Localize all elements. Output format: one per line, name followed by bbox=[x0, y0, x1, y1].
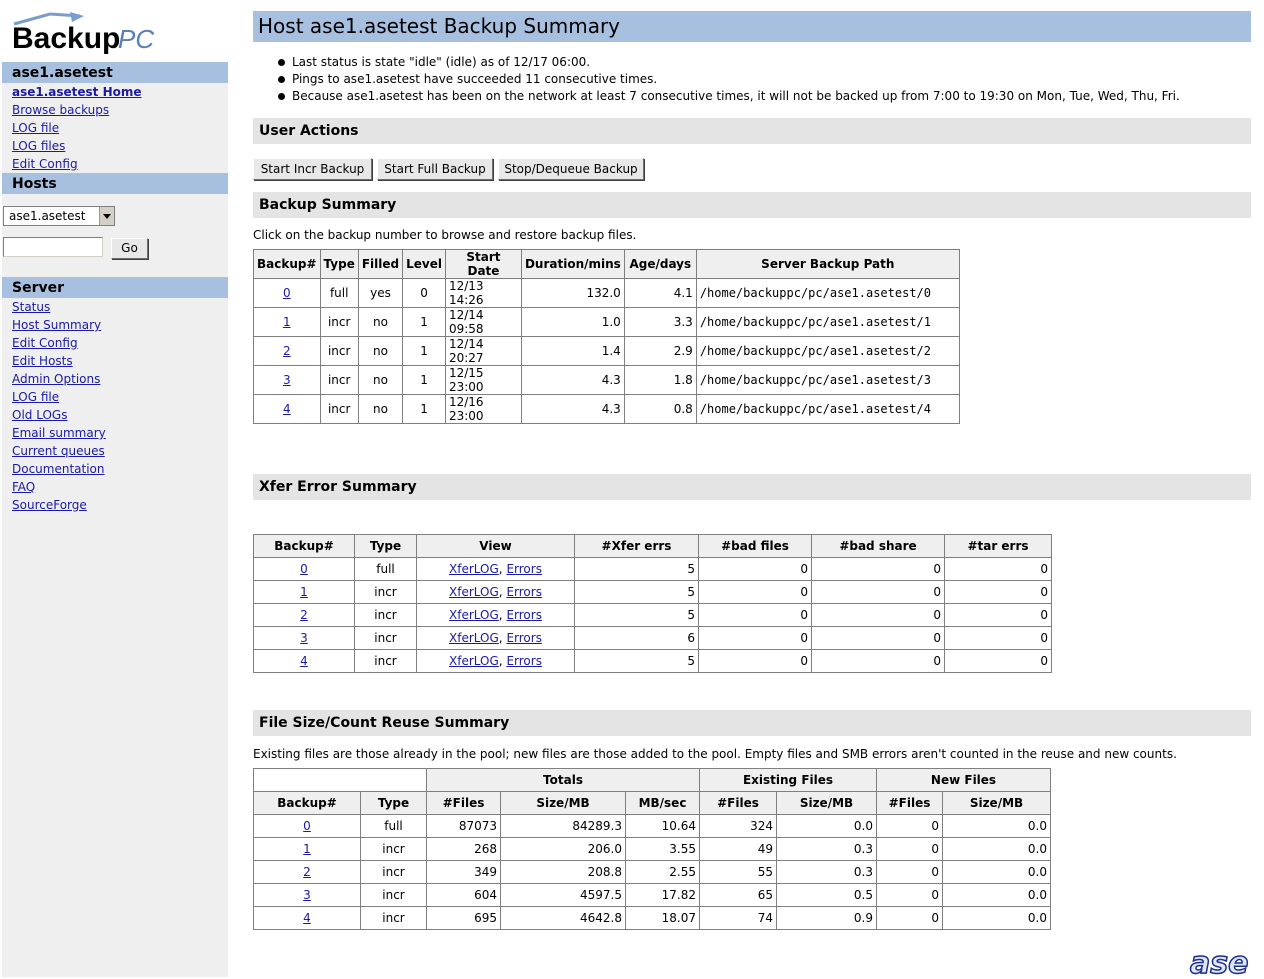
table-row bbox=[254, 627, 1052, 650]
table-cell: 10.64 bbox=[626, 815, 700, 838]
table-cell: 0 bbox=[877, 884, 943, 907]
sidebar-host-link-3[interactable]: LOG files bbox=[12, 139, 66, 153]
sidebar-server-link-9[interactable]: Documentation bbox=[12, 462, 105, 476]
column-header: Duration/mins bbox=[521, 250, 624, 279]
blank-header-cell bbox=[254, 769, 427, 792]
errors-link[interactable]: Errors bbox=[506, 631, 542, 645]
table-cell: 18.07 bbox=[626, 907, 700, 930]
page-title: Host ase1.asetest Backup Summary bbox=[253, 11, 1251, 42]
host-search-row bbox=[3, 237, 228, 259]
table-cell: /home/backuppc/pc/ase1.asetest/3 bbox=[696, 366, 959, 395]
table-row bbox=[254, 861, 1051, 884]
backup-number-link[interactable]: 2 bbox=[300, 608, 308, 622]
reuse-summary-title: File Size/Count Reuse Summary bbox=[253, 710, 1251, 736]
sidebar-server-link-8[interactable]: Current queues bbox=[12, 444, 105, 458]
table-cell bbox=[254, 907, 361, 930]
table-cell: 0 bbox=[945, 604, 1052, 627]
table-cell: 0 bbox=[699, 558, 812, 581]
table-cell bbox=[254, 815, 361, 838]
table-cell: XferLOG, Errors bbox=[417, 627, 575, 650]
table-cell: 0 bbox=[877, 838, 943, 861]
table-cell: 17.82 bbox=[626, 884, 700, 907]
backup-number-link[interactable]: 1 bbox=[303, 842, 311, 856]
main-content bbox=[253, 0, 1251, 930]
table-cell: yes bbox=[358, 279, 402, 308]
reuse-summary-note: Existing files are those already in the pool; new files are those added to the pool. Empty files and SMB errors aren't counted in the reuse and new counts. bbox=[253, 747, 1177, 761]
table-cell: 0.8 bbox=[624, 395, 696, 424]
group-header-new: New Files bbox=[877, 769, 1051, 792]
status-item: Because ase1.asetest has been on the network at least 7 consecutive times, it will not be backed up from 7:00 to 19:30 on Mon, Tue, Wed, Thu, Fri. bbox=[253, 88, 1251, 105]
table-cell: 4.1 bbox=[624, 279, 696, 308]
table-cell: XferLOG, Errors bbox=[417, 558, 575, 581]
table-cell: XferLOG, Errors bbox=[417, 604, 575, 627]
sidebar-server-link-11[interactable]: SourceForge bbox=[12, 498, 87, 512]
xfer-table bbox=[253, 534, 1052, 673]
table-cell: incr bbox=[355, 581, 417, 604]
table-group-header-row bbox=[254, 769, 1051, 792]
table-cell bbox=[254, 627, 355, 650]
logo-text-main: Backup bbox=[12, 22, 121, 55]
table-cell: 0 bbox=[877, 907, 943, 930]
table-cell: 349 bbox=[427, 861, 501, 884]
table-cell: 6 bbox=[575, 627, 699, 650]
table-cell: 0 bbox=[877, 861, 943, 884]
table-cell: 1.4 bbox=[521, 337, 624, 366]
table-cell: no bbox=[358, 337, 402, 366]
sidebar-server-link-3[interactable]: Edit Hosts bbox=[12, 354, 73, 368]
table-cell: 0.0 bbox=[943, 838, 1051, 861]
table-cell: no bbox=[358, 395, 402, 424]
table-cell: 0.0 bbox=[943, 884, 1051, 907]
status-list bbox=[253, 54, 1251, 105]
column-header: Backup# bbox=[254, 250, 321, 279]
table-cell: 1.8 bbox=[624, 366, 696, 395]
table-cell: 1 bbox=[403, 395, 446, 424]
sidebar-server-link-10[interactable]: FAQ bbox=[12, 480, 36, 494]
table-header-row bbox=[254, 535, 1052, 558]
backup-summary-title: Backup Summary bbox=[253, 192, 1251, 218]
server-links bbox=[2, 298, 228, 514]
table-cell bbox=[254, 838, 361, 861]
table-cell: 0 bbox=[812, 627, 945, 650]
table-cell: 1 bbox=[403, 366, 446, 395]
table-cell bbox=[254, 308, 321, 337]
table-cell: 0 bbox=[403, 279, 446, 308]
table-row bbox=[254, 337, 960, 366]
table-cell bbox=[254, 884, 361, 907]
table-cell bbox=[254, 279, 321, 308]
column-header: Type bbox=[320, 250, 358, 279]
sidebar-server-link-7[interactable]: Email summary bbox=[12, 426, 106, 440]
column-header: MB/sec bbox=[626, 792, 700, 815]
table-cell: /home/backuppc/pc/ase1.asetest/4 bbox=[696, 395, 959, 424]
table-cell bbox=[254, 604, 355, 627]
table-cell: 0.0 bbox=[777, 815, 877, 838]
xferlog-link[interactable]: XferLOG bbox=[449, 585, 499, 599]
table-cell: 49 bbox=[700, 838, 777, 861]
hosts-section-title: Hosts bbox=[2, 173, 228, 194]
table-cell: no bbox=[358, 366, 402, 395]
table-cell: 0.3 bbox=[777, 838, 877, 861]
table-cell: 0 bbox=[945, 558, 1052, 581]
backup-number-link[interactable]: 1 bbox=[300, 585, 308, 599]
column-header: #tar errs bbox=[945, 535, 1052, 558]
chevron-down-icon[interactable] bbox=[99, 207, 114, 225]
host-select-value: ase1.asetest bbox=[9, 209, 86, 223]
table-cell: 0.0 bbox=[943, 815, 1051, 838]
table-cell: 0.5 bbox=[777, 884, 877, 907]
table-cell bbox=[254, 650, 355, 673]
backup-summary-note: Click on the backup number to browse and restore backup files. bbox=[253, 228, 637, 242]
column-header: Size/MB bbox=[501, 792, 626, 815]
table-cell: XferLOG, Errors bbox=[417, 650, 575, 673]
host-links bbox=[2, 83, 228, 173]
reuse-table bbox=[253, 768, 1051, 930]
table-row bbox=[254, 395, 960, 424]
table-cell: 0 bbox=[812, 650, 945, 673]
table-row bbox=[254, 366, 960, 395]
column-header: View bbox=[417, 535, 575, 558]
go-button[interactable]: Go bbox=[111, 238, 148, 259]
table-cell: 0.0 bbox=[943, 907, 1051, 930]
table-cell: 268 bbox=[427, 838, 501, 861]
start-incr-backup-button[interactable]: Start Incr Backup bbox=[253, 158, 372, 180]
table-cell: XferLOG, Errors bbox=[417, 581, 575, 604]
table-cell: 604 bbox=[427, 884, 501, 907]
backup-number-link[interactable]: 4 bbox=[303, 911, 311, 925]
column-header: Size/MB bbox=[943, 792, 1051, 815]
table-row bbox=[254, 581, 1052, 604]
table-cell: 5 bbox=[575, 604, 699, 627]
table-cell: incr bbox=[355, 627, 417, 650]
table-cell: 12/14 20:27 bbox=[445, 337, 521, 366]
table-row bbox=[254, 884, 1051, 907]
errors-link[interactable]: Errors bbox=[506, 585, 542, 599]
user-actions-title: User Actions bbox=[253, 118, 1251, 144]
user-actions bbox=[253, 158, 1251, 180]
errors-link[interactable]: Errors bbox=[506, 608, 542, 622]
backup-number-link[interactable]: 4 bbox=[300, 654, 308, 668]
xferlog-link[interactable]: XferLOG bbox=[449, 631, 499, 645]
column-header: #Files bbox=[700, 792, 777, 815]
column-header: #bad share bbox=[812, 535, 945, 558]
backup-number-link[interactable]: 3 bbox=[303, 888, 311, 902]
column-header: #bad files bbox=[699, 535, 812, 558]
backuppc-logo-graphic bbox=[10, 10, 160, 62]
table-cell: incr bbox=[320, 395, 358, 424]
host-select[interactable] bbox=[3, 206, 115, 226]
table-cell: 12/13 14:26 bbox=[445, 279, 521, 308]
backup-number-link[interactable]: 0 bbox=[303, 819, 311, 833]
sidebar-server-link-2[interactable]: Edit Config bbox=[12, 336, 78, 350]
backup-number-link[interactable]: 2 bbox=[282, 344, 291, 358]
column-header: Server Backup Path bbox=[696, 250, 959, 279]
column-header: #Files bbox=[877, 792, 943, 815]
table-cell: 0 bbox=[699, 604, 812, 627]
server-section-title: Server bbox=[2, 277, 228, 298]
errors-link[interactable]: Errors bbox=[506, 562, 542, 576]
table-cell: 132.0 bbox=[521, 279, 624, 308]
table-cell: full bbox=[361, 815, 427, 838]
table-cell bbox=[254, 581, 355, 604]
table-cell: 84289.3 bbox=[501, 815, 626, 838]
column-header: Filled bbox=[358, 250, 402, 279]
table-cell: 4642.8 bbox=[501, 907, 626, 930]
table-cell: 12/15 23:00 bbox=[445, 366, 521, 395]
column-header: Start Date bbox=[445, 250, 521, 279]
table-row bbox=[254, 308, 960, 337]
table-cell: incr bbox=[320, 337, 358, 366]
start-full-backup-button[interactable]: Start Full Backup bbox=[377, 158, 493, 180]
table-cell: 3.55 bbox=[626, 838, 700, 861]
table-cell: 0.0 bbox=[943, 861, 1051, 884]
backup-number-link[interactable]: 3 bbox=[282, 373, 291, 387]
logo-text-accent: PC bbox=[118, 24, 155, 54]
column-header: Size/MB bbox=[777, 792, 877, 815]
sidebar-host-link-2[interactable]: LOG file bbox=[12, 121, 60, 135]
table-cell bbox=[254, 861, 361, 884]
column-header: #Xfer errs bbox=[575, 535, 699, 558]
table-cell: 0 bbox=[699, 650, 812, 673]
sidebar-server-link-0[interactable]: Status bbox=[12, 300, 51, 314]
ase-logo bbox=[1189, 948, 1261, 976]
group-header-totals: Totals bbox=[427, 769, 700, 792]
table-cell: 2.55 bbox=[626, 861, 700, 884]
table-cell: 12/14 09:58 bbox=[445, 308, 521, 337]
backup-number-link[interactable]: 0 bbox=[282, 286, 291, 300]
table-cell bbox=[254, 558, 355, 581]
sidebar-host-link-1[interactable]: Browse backups bbox=[12, 103, 110, 117]
table-cell: 1 bbox=[403, 337, 446, 366]
group-header-existing: Existing Files bbox=[700, 769, 877, 792]
table-cell: 0 bbox=[945, 581, 1052, 604]
column-header: Level bbox=[403, 250, 446, 279]
status-item: Pings to ase1.asetest have succeeded 11 consecutive times. bbox=[253, 71, 1251, 88]
column-header: Type bbox=[355, 535, 417, 558]
xfer-summary-title: Xfer Error Summary bbox=[253, 474, 1251, 500]
table-cell: incr bbox=[320, 366, 358, 395]
table-cell: 5 bbox=[575, 558, 699, 581]
backup-number-link[interactable]: 2 bbox=[303, 865, 311, 879]
xferlog-link[interactable]: XferLOG bbox=[449, 608, 499, 622]
backup-number-link[interactable]: 1 bbox=[282, 315, 291, 329]
table-row bbox=[254, 650, 1052, 673]
table-cell: 0 bbox=[945, 650, 1052, 673]
table-cell: 0 bbox=[812, 581, 945, 604]
table-cell: 4597.5 bbox=[501, 884, 626, 907]
table-cell: 1 bbox=[403, 308, 446, 337]
sidebar-server-link-1[interactable]: Host Summary bbox=[12, 318, 102, 332]
column-header: Type bbox=[361, 792, 427, 815]
xferlog-link[interactable]: XferLOG bbox=[449, 562, 499, 576]
table-cell: 0 bbox=[699, 581, 812, 604]
table-row bbox=[254, 558, 1052, 581]
table-cell: full bbox=[355, 558, 417, 581]
table-cell: 0 bbox=[945, 627, 1052, 650]
table-cell: 0.9 bbox=[777, 907, 877, 930]
table-row bbox=[254, 907, 1051, 930]
table-header-row bbox=[254, 250, 960, 279]
table-cell: 0 bbox=[877, 815, 943, 838]
table-cell: 0.3 bbox=[777, 861, 877, 884]
table-cell: 12/16 23:00 bbox=[445, 395, 521, 424]
table-cell: /home/backuppc/pc/ase1.asetest/1 bbox=[696, 308, 959, 337]
table-cell: 0 bbox=[812, 604, 945, 627]
table-cell: incr bbox=[355, 650, 417, 673]
backup-number-link[interactable]: 4 bbox=[282, 402, 291, 416]
status-item: Last status is state "idle" (idle) as of 12/17 06:00. bbox=[253, 54, 1251, 71]
sidebar-server-link-4[interactable]: Admin Options bbox=[12, 372, 101, 386]
table-cell: no bbox=[358, 308, 402, 337]
table-cell: /home/backuppc/pc/ase1.asetest/0 bbox=[696, 279, 959, 308]
table-cell bbox=[254, 395, 321, 424]
table-cell: 2.9 bbox=[624, 337, 696, 366]
table-cell: incr bbox=[355, 604, 417, 627]
table-cell: incr bbox=[361, 838, 427, 861]
column-header: Age/days bbox=[624, 250, 696, 279]
table-cell: 4.3 bbox=[521, 366, 624, 395]
sidebar-server-link-6[interactable]: Old LOGs bbox=[12, 408, 68, 422]
backuppc-logo[interactable] bbox=[2, 0, 228, 62]
sidebar-host-link-0[interactable]: ase1.asetest Home bbox=[12, 85, 142, 99]
table-cell: /home/backuppc/pc/ase1.asetest/2 bbox=[696, 337, 959, 366]
host-section-title: ase1.asetest bbox=[2, 62, 228, 83]
stop-dequeue-backup-button[interactable]: Stop/Dequeue Backup bbox=[498, 158, 644, 180]
xferlog-link[interactable]: XferLOG bbox=[449, 654, 499, 668]
table-cell: 55 bbox=[700, 861, 777, 884]
table-cell: 87073 bbox=[427, 815, 501, 838]
table-cell: 695 bbox=[427, 907, 501, 930]
column-header: Backup# bbox=[254, 792, 361, 815]
table-cell: 0 bbox=[812, 558, 945, 581]
column-header: #Files bbox=[427, 792, 501, 815]
table-row bbox=[254, 815, 1051, 838]
table-cell: 5 bbox=[575, 581, 699, 604]
table-cell bbox=[254, 366, 321, 395]
table-cell: incr bbox=[361, 884, 427, 907]
table-row bbox=[254, 279, 960, 308]
table-cell: 206.0 bbox=[501, 838, 626, 861]
table-cell: 208.8 bbox=[501, 861, 626, 884]
table-cell bbox=[254, 337, 321, 366]
table-header-row bbox=[254, 792, 1051, 815]
table-cell: incr bbox=[320, 308, 358, 337]
sidebar-host-link-4[interactable]: Edit Config bbox=[12, 157, 78, 171]
host-search-input[interactable] bbox=[3, 237, 103, 257]
table-cell: 5 bbox=[575, 650, 699, 673]
errors-link[interactable]: Errors bbox=[506, 654, 542, 668]
ase-logo-text: ase bbox=[1190, 948, 1249, 976]
table-cell: 1.0 bbox=[521, 308, 624, 337]
sidebar-server-link-5[interactable]: LOG file bbox=[12, 390, 60, 404]
backup-number-link[interactable]: 3 bbox=[300, 631, 308, 645]
ase-logo-graphic bbox=[1189, 948, 1261, 976]
backup-number-link[interactable]: 0 bbox=[300, 562, 308, 576]
table-cell: 0 bbox=[699, 627, 812, 650]
table-cell: incr bbox=[361, 907, 427, 930]
table-row bbox=[254, 838, 1051, 861]
table-row bbox=[254, 604, 1052, 627]
backup-table bbox=[253, 249, 960, 424]
table-cell: 324 bbox=[700, 815, 777, 838]
sidebar bbox=[2, 0, 228, 977]
column-header: Backup# bbox=[254, 535, 355, 558]
table-cell: incr bbox=[361, 861, 427, 884]
table-cell: 74 bbox=[700, 907, 777, 930]
table-cell: 3.3 bbox=[624, 308, 696, 337]
table-cell: full bbox=[320, 279, 358, 308]
table-cell: 65 bbox=[700, 884, 777, 907]
table-cell: 4.3 bbox=[521, 395, 624, 424]
